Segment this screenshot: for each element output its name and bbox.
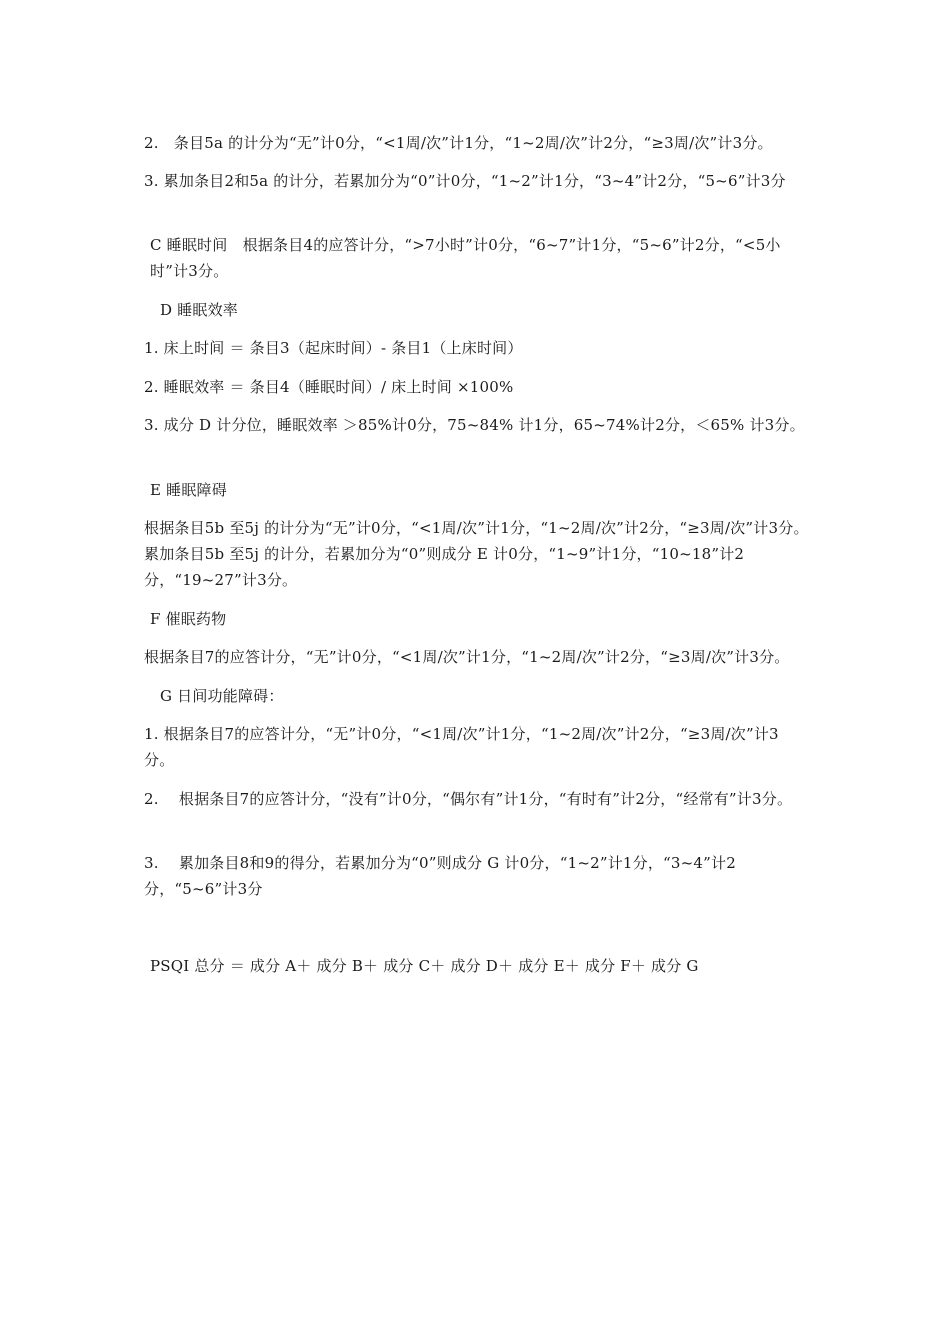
paragraph-g3: 3. 累加条目8和9的得分，若累加分为“0”则成分 G 计0分，“1~2”计1分，“3~4”计2分，“5~6”计3分 xyxy=(144,854,736,898)
psqi-total-formula: PSQI 总分 ＝ 成分 A＋ 成分 B＋ 成分 C＋ 成分 D＋ 成分 E＋ 成分 F＋ 成分 G xyxy=(150,957,699,975)
paragraph-b3: 3. 累加条目2和5a 的计分，若累加分为“0”计0分，“1~2”计1分，“3~4”计2分，“5~6”计3分 xyxy=(144,172,786,190)
paragraph-g1: 1. 根据条目7的应答计分，“无”计0分，“<1周/次”计1分，“1~2周/次”计2分，“≥3周/次”计3分。 xyxy=(144,725,779,769)
paragraph-b2: 2. 条目5a 的计分为“无”计0分，“<1周/次”计1分，“1~2周/次”计2分，“≥3周/次”计3分。 xyxy=(144,134,773,152)
heading-g-daytime-dysfunction: G 日间功能障碍： xyxy=(160,687,284,705)
paragraph-d3: 3. 成分 D 计分位，睡眠效率 ＞85%计0分，75~84% 计1分，65~74%计2分，＜65% 计3分。 xyxy=(144,416,805,434)
heading-f-hypnotic-medication: F 催眠药物 xyxy=(150,610,227,628)
paragraph-e: 根据条目5b 至5j 的计分为“无”计0分，“<1周/次”计1分，“1~2周/次”计2分，“≥3周/次”计3分。累加条目5b 至5j 的计分，若累加分为“0”则成分 E 计0分，“1~9”计1分，“10~18”计2分，“19~27”计3分。 xyxy=(144,519,809,589)
paragraph-d2: 2. 睡眠效率 ＝ 条目4（睡眠时间）/ 床上时间 ×100% xyxy=(144,378,514,396)
paragraph-d1: 1. 床上时间 ＝ 条目3（起床时间）- 条目1（上床时间） xyxy=(144,339,523,357)
heading-e-sleep-disturbance: E 睡眠障碍 xyxy=(150,481,227,499)
heading-d-sleep-efficiency: D 睡眠效率 xyxy=(160,301,238,319)
paragraph-f: 根据条目7的应答计分，“无”计0分，“<1周/次”计1分，“1~2周/次”计2分，“≥3周/次”计3分。 xyxy=(144,648,790,666)
paragraph-g2: 2. 根据条目7的应答计分，“没有”计0分，“偶尔有”计1分，“有时有”计2分，“经常有”计3分。 xyxy=(144,790,793,808)
paragraph-c-sleep-duration: C 睡眠时间 根据条目4的应答计分，“>7小时”计0分，“6~7”计1分，“5~6”计2分，“<5小时”计3分。 xyxy=(150,236,781,280)
